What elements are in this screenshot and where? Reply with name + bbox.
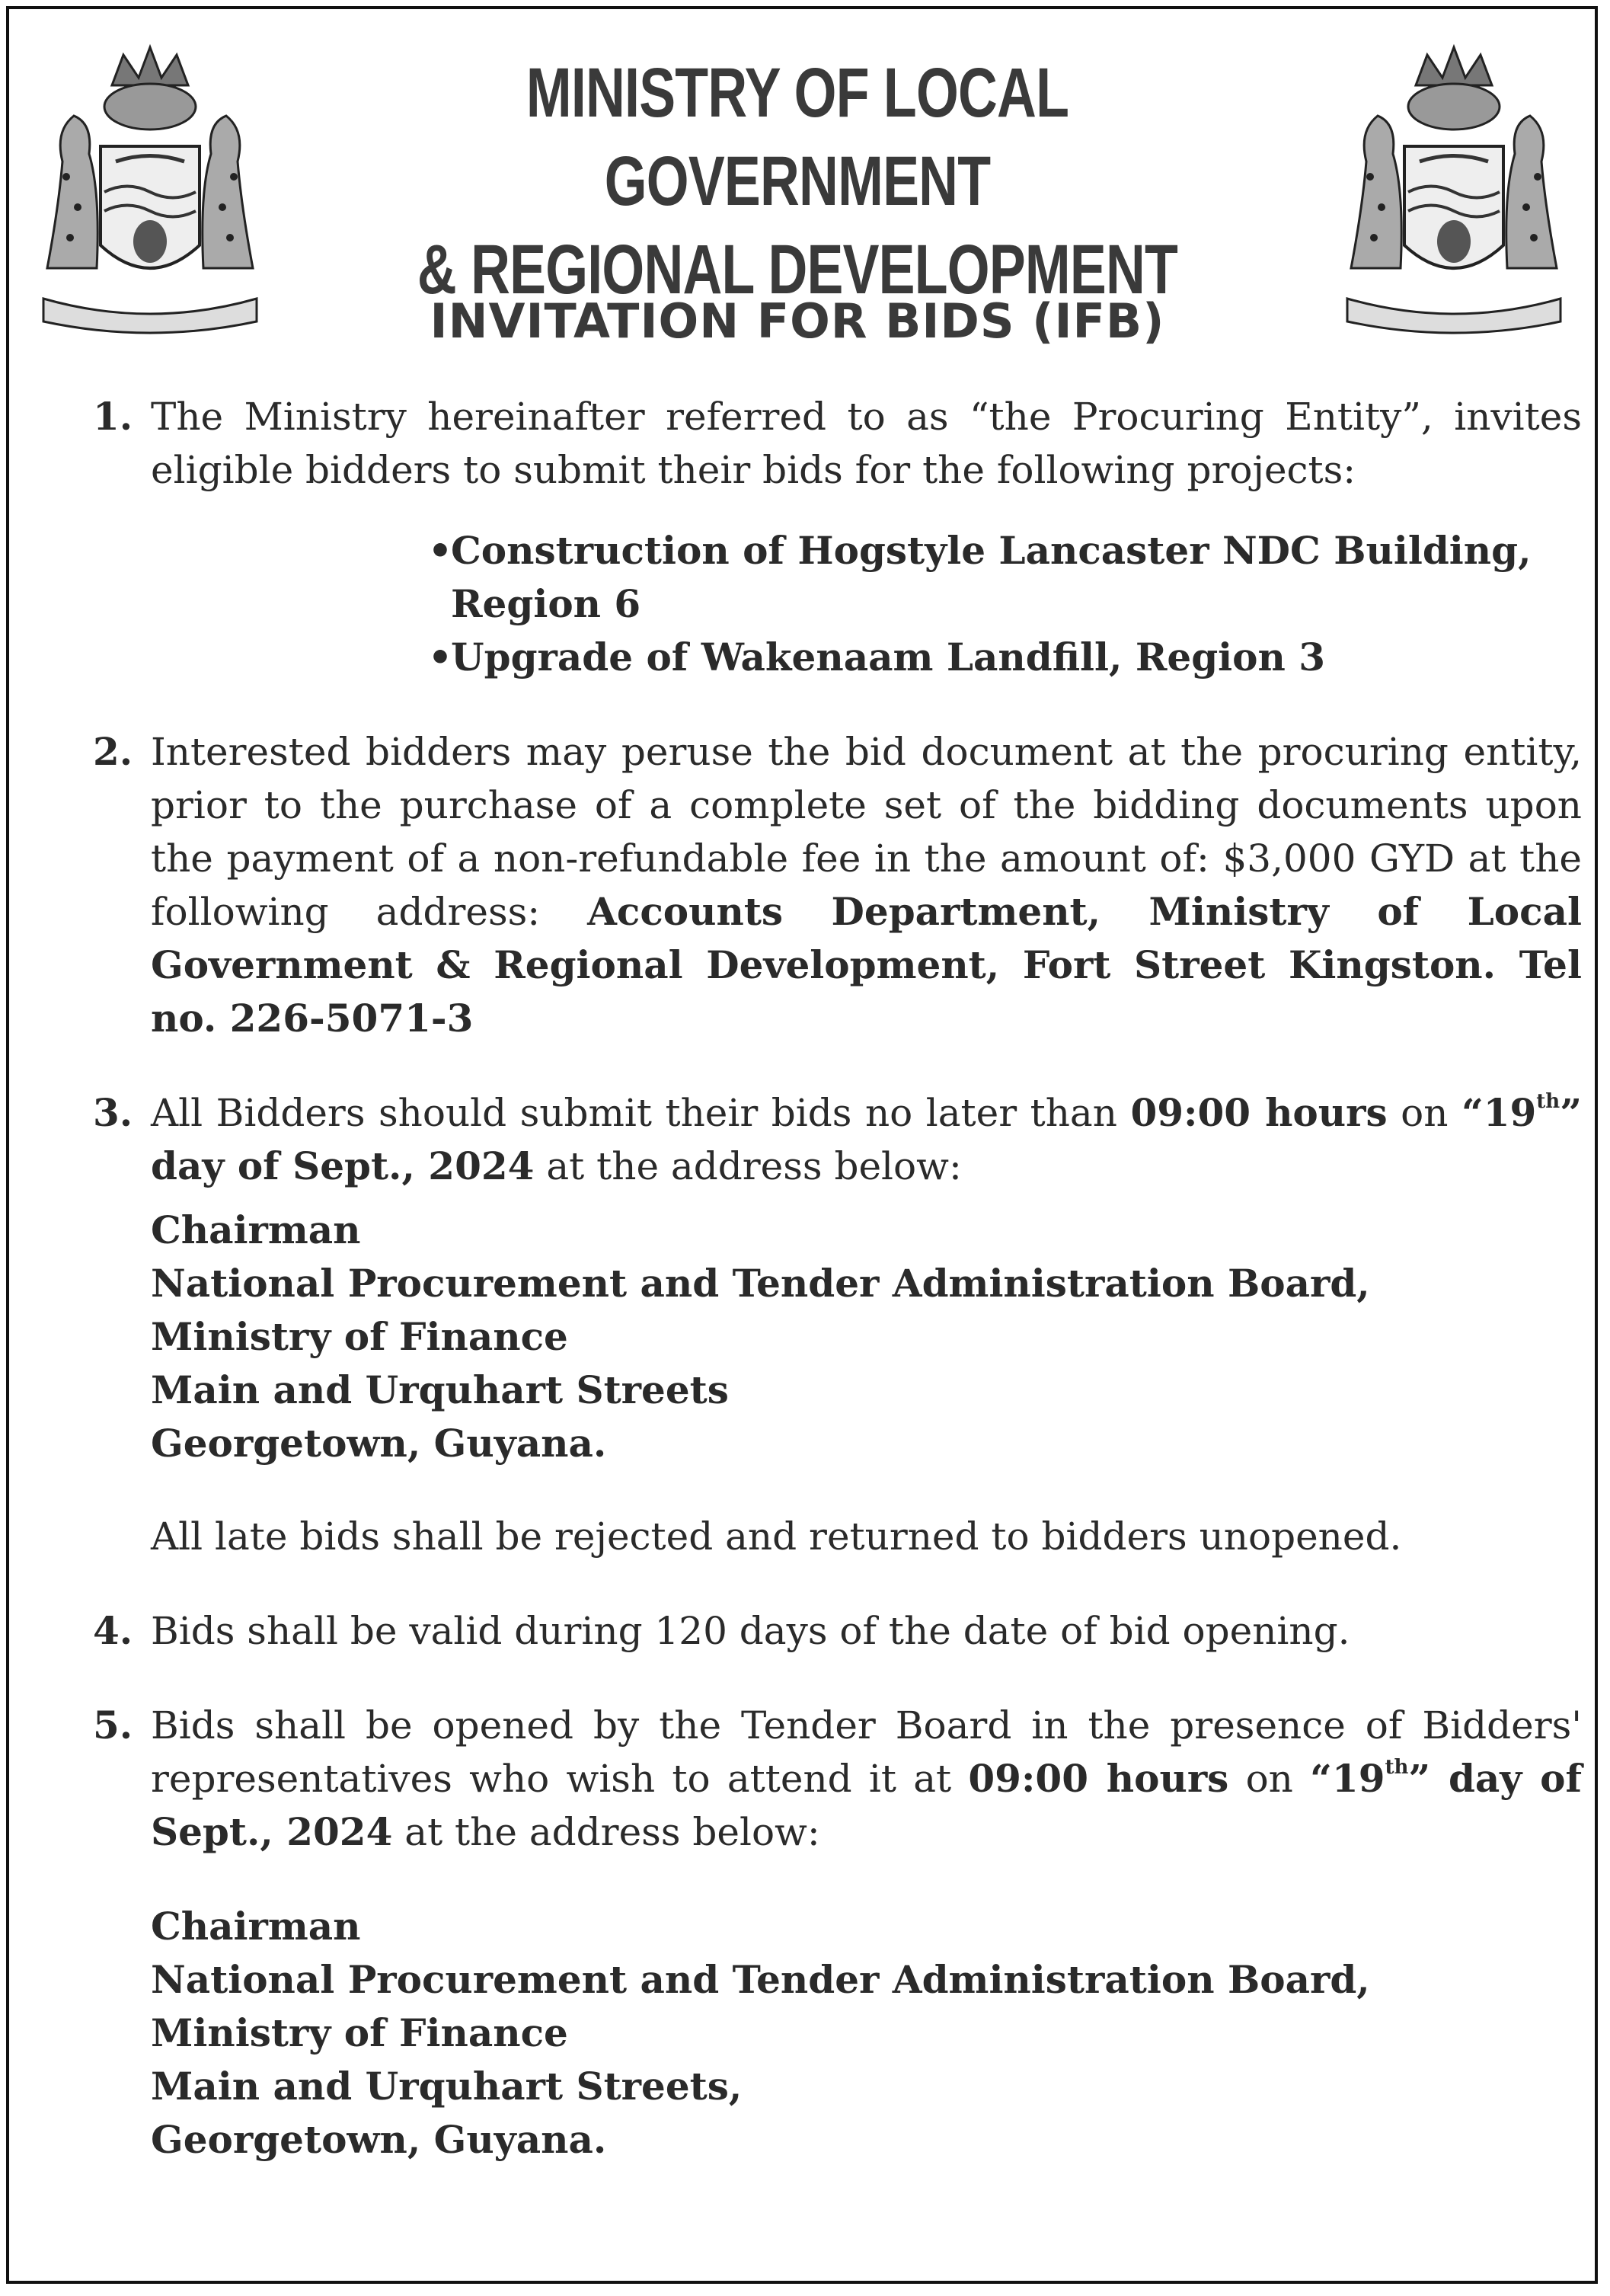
address-line: Ministry of Finance — [151, 2010, 568, 2055]
submission-address — [93, 1204, 1582, 1470]
notice-body — [93, 390, 1582, 2166]
opening-address — [93, 1900, 1582, 2166]
section-3 — [93, 1086, 1582, 1193]
address-line: National Procurement and Tender Administration Board, — [151, 1957, 1370, 2002]
section-number: 5. — [93, 1703, 133, 1748]
section-5-text-b: at the address below: — [404, 1810, 820, 1854]
section-number: 2. — [93, 729, 133, 774]
section-4-text: Bids shall be valid during 120 days of the date of bid opening. — [151, 1609, 1350, 1653]
deadline-time: 09:00 hours — [1130, 1090, 1388, 1135]
address-line: Ministry of Finance — [151, 1314, 568, 1359]
address-line: Main and Urquhart Streets, — [151, 2064, 743, 2109]
page-title: INVITATION FOR BIDS (IFB) — [430, 293, 1165, 349]
ifb-notice — [6, 6, 1598, 2284]
accounts-address: Accounts Department, Ministry of Local Government & Regional Development, Fort Street Kingston. Tel no. 226-5071-3 — [151, 889, 1582, 1041]
late-bids-note: All late bids shall be rejected and returned to bidders unopened. — [151, 1514, 1402, 1559]
section-number: 4. — [93, 1608, 133, 1653]
section-3-on: on — [1401, 1091, 1449, 1135]
section-5-on: on — [1245, 1757, 1293, 1801]
address-line: National Procurement and Tender Administration Board, — [151, 1261, 1370, 1306]
list-item: • Construction of Hogstyle Lancaster NDC Building, Region 6 — [428, 524, 1582, 631]
section-number: 1. — [93, 394, 133, 439]
section-5 — [93, 1699, 1582, 1859]
coat-of-arms-right — [1336, 40, 1572, 337]
address-line: Chairman — [151, 1207, 361, 1252]
list-item: • Upgrade of Wakenaam Landfill, Region 3 — [428, 631, 1582, 684]
section-4 — [93, 1604, 1582, 1658]
address-line: Main and Urquhart Streets — [151, 1367, 729, 1412]
section-2-text: Interested bidders may peruse the bid document at the procuring entity, prior to the purchase of a complete set of the bidding documents upon the payment of a non-refundable fee in the amount of: $3,000 GYD at the following address: — [151, 730, 1582, 934]
address-line: Georgetown, Guyana. — [151, 2117, 607, 2162]
address-line: Chairman — [151, 1904, 361, 1949]
section-2 — [93, 725, 1582, 1045]
project-list — [93, 524, 1582, 684]
section-1-text: The Ministry hereinafter referred to as “the Procuring Entity”, invites eligible bidders to submit their bids for the following projects: — [151, 395, 1582, 492]
deadline-date: “19th” day of Sept., 2024 — [151, 1090, 1582, 1188]
address-line: Georgetown, Guyana. — [151, 1421, 607, 1466]
ministry-line-1: MINISTRY OF LOCAL GOVERNMENT — [525, 54, 1069, 220]
section-1 — [93, 390, 1582, 497]
section-5-text-a: Bids shall be opened by the Tender Board in the presence of Bidders' representatives who wish to attend it at — [151, 1703, 1582, 1801]
coat-of-arms-left — [32, 40, 268, 337]
opening-time: 09:00 hours — [968, 1756, 1229, 1801]
ministry-line-2: & REGIONAL DEVELOPMENT — [417, 231, 1178, 309]
section-3-text-a: All Bidders should submit their bids no later than — [151, 1091, 1117, 1135]
section-number: 3. — [93, 1090, 133, 1135]
ministry-heading — [361, 49, 1235, 314]
opening-date: “19th” day of Sept., 2024 — [151, 1756, 1582, 1854]
section-3-text-b: at the address below: — [546, 1144, 962, 1188]
